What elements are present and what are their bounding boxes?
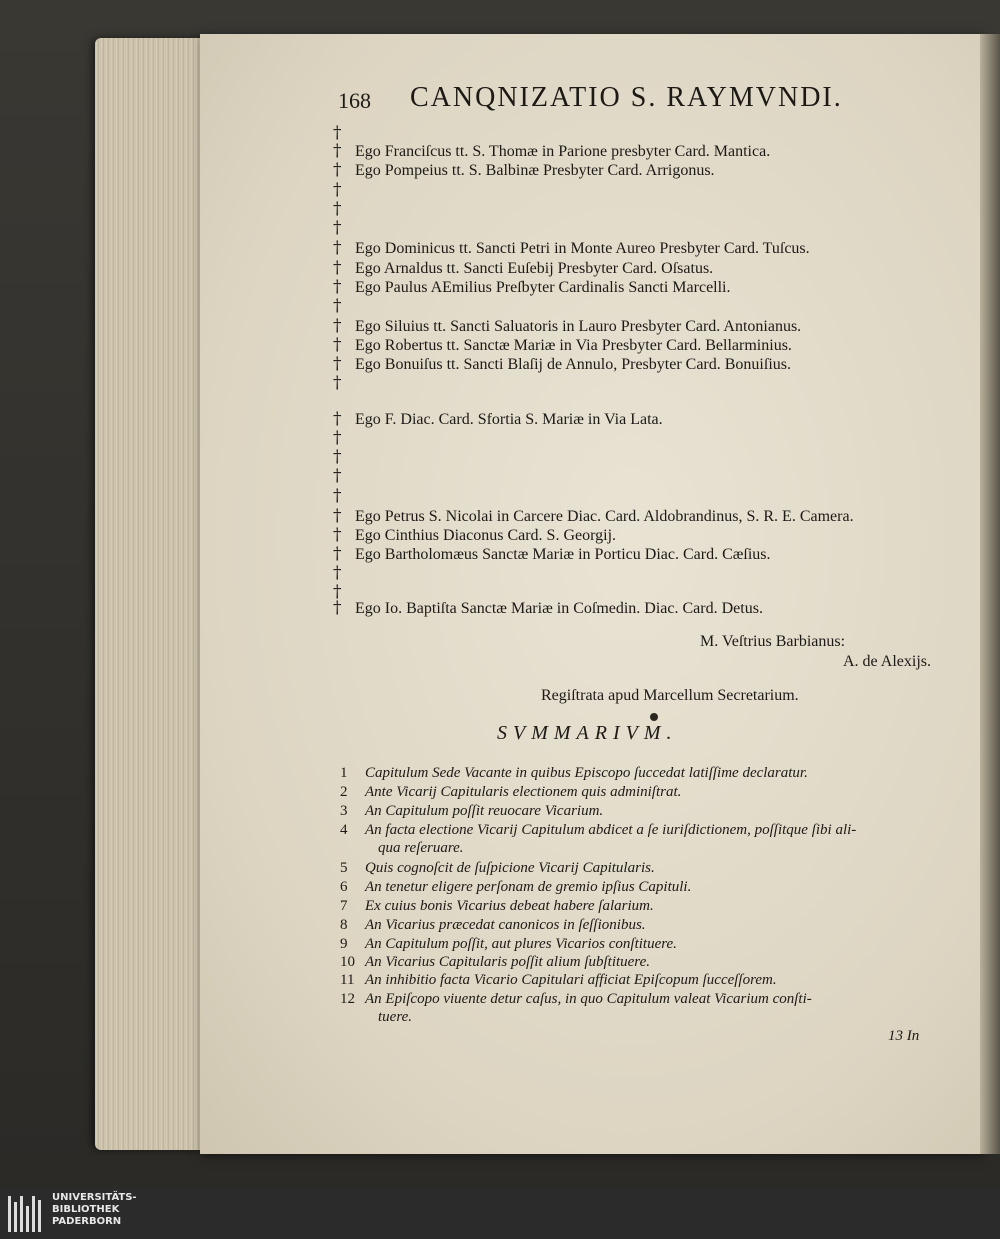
cross-mark: †: [333, 563, 342, 583]
summarium-number: 6: [340, 879, 348, 895]
cross-mark: †: [333, 354, 342, 374]
summarium-number: 4: [340, 822, 348, 838]
summarium-number: 12: [340, 991, 355, 1007]
summarium-item-continuation: qua reſeruare.: [378, 840, 464, 856]
signature-line: Ego F. Diac. Card. Sfortia S. Mariæ in Via Lata.: [355, 411, 663, 428]
page-gutter-shadow: [980, 34, 1000, 1154]
cross-mark: †: [333, 409, 342, 429]
library-line-2: BIBLIOTHEK: [52, 1204, 120, 1215]
cross-mark: †: [333, 525, 342, 545]
cross-mark: †: [333, 141, 342, 161]
cross-mark: †: [333, 316, 342, 336]
summarium-number: 9: [340, 936, 348, 952]
signature-line: Ego Bonuiſus tt. Sancti Blaſij de Annulo, Presbyter Card. Bonuiſius.: [355, 356, 791, 373]
cross-mark: †: [333, 335, 342, 355]
summarium-item-continuation: tuere.: [378, 1009, 413, 1025]
signature-line: Ego Dominicus tt. Sancti Petri in Monte Aureo Presbyter Card. Tuſcus.: [355, 240, 810, 257]
summarium-item: An tenetur eligere perſonam de gremio ipſius Capituli.: [365, 879, 692, 895]
page-number: 168: [338, 88, 371, 113]
summarium-item: An Capitulum poſſit, aut plures Vicarios conſtituere.: [365, 936, 677, 952]
ornament-dot: [650, 713, 658, 721]
signature-line: Ego Bartholomæus Sanctæ Mariæ in Porticu Diac. Card. Cæſius.: [355, 546, 771, 563]
cross-mark: †: [333, 544, 342, 564]
signature-line: Ego Io. Baptiſta Sanctæ Mariæ in Coſmedin. Diac. Card. Detus.: [355, 600, 763, 617]
signature-line: Ego Arnaldus tt. Sancti Euſebij Presbyter Card. Oſsatus.: [355, 260, 714, 277]
library-line-3: PADERBORN: [52, 1216, 122, 1227]
summarium-number: 11: [340, 972, 355, 988]
signature-line: Ego Franciſcus tt. S. Thomæ in Parione presbyter Card. Mantica.: [355, 143, 771, 160]
cross-mark: †: [333, 218, 342, 238]
library-logo-icon: [8, 1196, 46, 1232]
cross-mark: †: [333, 428, 342, 448]
page-title: CANQNIZATIO S. RAYMVNDI.: [410, 82, 843, 113]
summarium-number: 7: [340, 898, 348, 914]
summarium-item: Ex cuius bonis Vicarius debeat habere ſalarium.: [365, 898, 654, 914]
cross-mark: †: [333, 258, 342, 278]
summarium-item: An facta electione Vicarij Capitulum abdicet a ſe iuriſdictionem, poſſitque ſibi ali-: [365, 822, 857, 838]
summarium-number: 8: [340, 917, 348, 933]
summarium-number: 5: [340, 860, 348, 876]
summarium-number: 2: [340, 784, 348, 800]
cross-mark: †: [333, 160, 342, 180]
summarium-item: Quis cognoſcit de ſuſpicione Vicarij Capitularis.: [365, 860, 655, 876]
summarium-number: 3: [340, 803, 348, 819]
library-footer: [0, 1188, 1000, 1239]
cross-mark: †: [333, 466, 342, 486]
summarium-item: An inhibitio facta Vicario Capitulari afficiat Epiſcopum ſucceſſorem.: [365, 972, 777, 988]
cross-mark: †: [333, 582, 342, 602]
signature-line: Ego Petrus S. Nicolai in Carcere Diac. Card. Aldobrandinus, S. R. E. Camera.: [355, 508, 854, 525]
cross-mark: †: [333, 199, 342, 219]
cross-mark: †: [333, 123, 342, 143]
summarium-item: Ante Vicarij Capitularis electionem quis adminiſtrat.: [365, 784, 682, 800]
summarium-item: An Vicarius præcedat canonicos in ſeſſionibus.: [365, 917, 646, 933]
catchword: 13 In: [888, 1028, 920, 1044]
cross-mark: †: [333, 447, 342, 467]
cross-mark: †: [333, 486, 342, 506]
signature-alexijs: A. de Alexijs.: [843, 653, 931, 670]
cross-mark: †: [333, 506, 342, 526]
cross-mark: †: [333, 598, 342, 618]
signature-line: Ego Paulus AEmilius Preſbyter Cardinalis Sancti Marcelli.: [355, 279, 731, 296]
cross-mark: †: [333, 373, 342, 393]
summarium-item: An Epiſcopo viuente detur caſus, in quo Capitulum valeat Vicarium conſti-: [365, 991, 812, 1007]
signature-line: Ego Pompeius tt. S. Balbinæ Presbyter Card. Arrigonus.: [355, 162, 715, 179]
cross-mark: †: [333, 277, 342, 297]
cross-mark: †: [333, 238, 342, 258]
library-line-1: UNIVERSITÄTS-: [52, 1192, 137, 1203]
cross-mark: †: [333, 296, 342, 316]
summarium-number: 1: [340, 765, 348, 781]
running-head: [338, 82, 898, 122]
signature-line: Ego Siluius tt. Sancti Saluatoris in Lauro Presbyter Card. Antonianus.: [355, 318, 802, 335]
summarium-number: 10: [340, 954, 355, 970]
signature-line: Ego Robertus tt. Sanctæ Mariæ in Via Presbyter Card. Bellarminius.: [355, 337, 792, 354]
book-fore-edge: [95, 38, 210, 1150]
signature-line: Ego Cinthius Diaconus Card. S. Georgij.: [355, 527, 617, 544]
summarium-item: An Capitulum poſſit reuocare Vicarium.: [365, 803, 604, 819]
summarium-item: An Vicarius Capitularis poſſit alium ſubſtituere.: [365, 954, 650, 970]
registration-note: Regiſtrata apud Marcellum Secretarium.: [541, 687, 799, 704]
summarium-heading: SVMMARIVM.: [497, 722, 678, 744]
library-name: [52, 1192, 137, 1228]
cross-mark: †: [333, 180, 342, 200]
signature-barbianus: M. Veſtrius Barbianus:: [700, 633, 846, 650]
summarium-item: Capitulum Sede Vacante in quibus Episcopo ſuccedat latiſſime declaratur.: [365, 765, 808, 781]
